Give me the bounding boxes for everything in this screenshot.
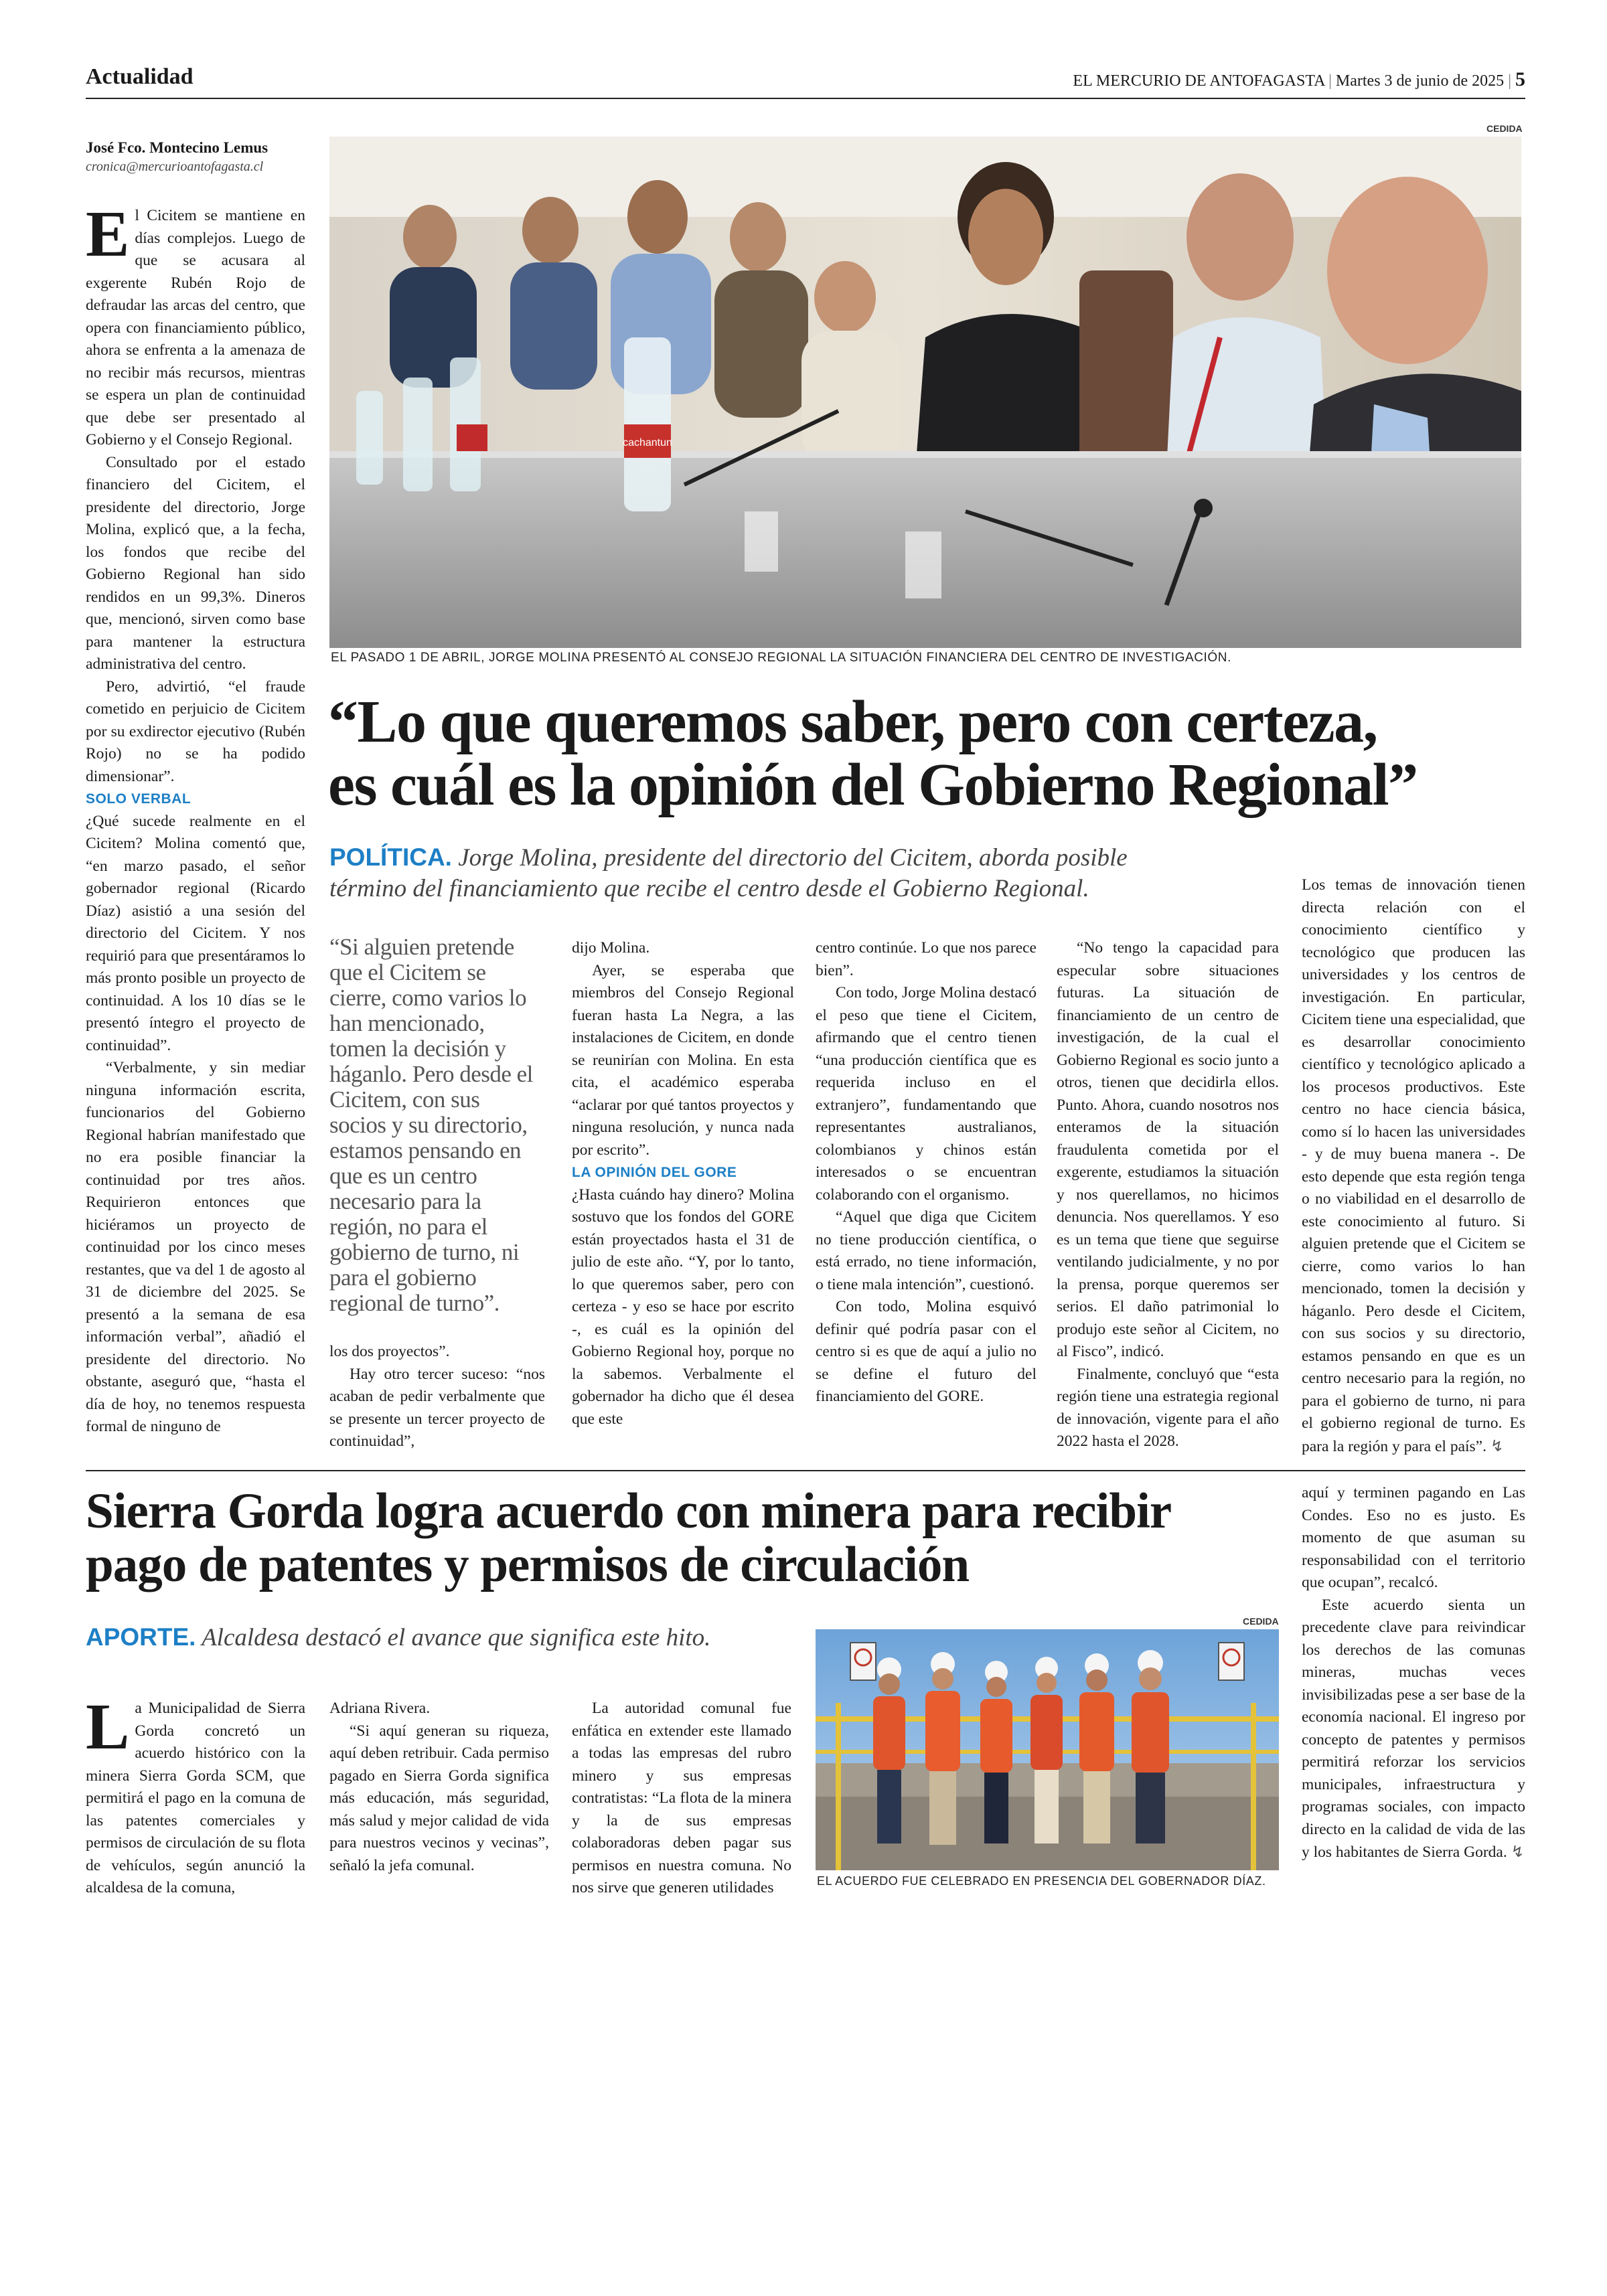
subhead-gore: LA OPINIÓN DEL GORE	[572, 1165, 737, 1180]
dropcap: E	[86, 198, 130, 270]
no-entry-sign-icon	[1219, 1643, 1244, 1680]
article2-column-3	[572, 1698, 791, 1900]
paragraph: aquí y terminen pagando en Las Condes. Eso no es justo. Es momento de que asuman su responsabilidad con el territorio que ocupan”, recalcó.	[1302, 1484, 1525, 1591]
paragraph: Con todo, Molina esquivó definir qué podría pasar con el centro si es que de aquí a julio no se define el futuro del financiamiento del GORE.	[816, 1298, 1037, 1405]
headline-line-1: “Lo que queremos saber, pero con certeza,	[328, 689, 1377, 755]
paragraph: Ayer, se esperaba que miembros del Consejo Regional fueran hasta La Negra, a las instalaciones de Cicitem, en donde se reunirían con Molina. En esta cita, el académico esperaba “aclarar por qué tantos proyectos y ninguna resolución, y nunca nada por escrito”.	[572, 961, 794, 1159]
paragraph: Hay otro tercer suceso: “nos acaban de pedir verbalmente que se presente un tercer proyecto de continuidad”,	[329, 1365, 545, 1450]
headline-line-2: pago de patentes y permisos de circulación	[86, 1537, 970, 1592]
bottle-label: cachantun	[623, 437, 672, 448]
byline	[86, 139, 313, 175]
byline-author: José Fco. Montecino Lemus	[86, 139, 269, 156]
no-entry-sign-icon	[850, 1643, 876, 1680]
council-meeting-photo	[329, 137, 1521, 648]
paragraph: Finalmente, concluyó que “esta región tiene una estrategia regional de innovación, vigente para el año 2022 hasta el 2028.	[1057, 1365, 1279, 1450]
paragraph: La autoridad comunal fue enfática en extender este llamado a todas las empresas del rubro minero y sus empresas contratistas: “La flota de la minera y la de sus empresas colaboradoras deben pagar sus permisos en nuestra comuna. No nos sirve que generen utilidades	[572, 1700, 791, 1896]
masthead-info: EL MERCURIO DE ANTOFAGASTA | Martes 3 de junio de 2025 | 5	[1073, 68, 1525, 90]
mining-agreement-illustration	[816, 1629, 1279, 1870]
article2-deck-text: Alcaldesa destacó el avance que significa este hito.	[202, 1624, 711, 1651]
article2-column-2	[329, 1698, 549, 1877]
council-meeting-illustration	[329, 137, 1521, 648]
photo-credit: CEDIDA	[1486, 123, 1523, 134]
end-of-article-icon: ↯	[1490, 1436, 1504, 1455]
article1-kicker: POLÍTICA.	[329, 843, 452, 871]
photo-caption: EL ACUERDO FUE CELEBRADO EN PRESENCIA DEL GOBERNADOR DÍAZ.	[817, 1874, 1266, 1888]
photo-credit: CEDIDA	[1243, 1616, 1279, 1627]
dropcap: L	[86, 1691, 130, 1763]
headline-line-1: Sierra Gorda logra acuerdo con minera para recibir	[86, 1483, 1172, 1539]
section-label: Actualidad	[86, 64, 194, 89]
paragraph: los dos proyectos”.	[329, 1343, 450, 1360]
article2-headline	[86, 1485, 1284, 1592]
page-header	[86, 64, 1525, 95]
end-of-article-icon: ↯	[1511, 1842, 1525, 1861]
mining-agreement-photo	[816, 1629, 1279, 1870]
headline-line-2: es cuál es la opinión del Gobierno Regional”	[328, 752, 1418, 818]
article2-kicker: APORTE.	[86, 1623, 196, 1651]
article1-column-4	[816, 937, 1037, 1408]
article1-deck	[329, 842, 1280, 904]
pull-quote: “Si alguien pretende que el Cicitem se cierre, como varios lo han mencionado, tomen la decisión y háganlo. Pero desde el Cicitem, con sus socios y su directorio, estamos pensando en que es un centro necesario para la región, no para el gobierno de turno, ni para el gobierno regional de turno”.	[329, 934, 533, 1316]
paragraph: “No tengo la capacidad para especular sobre situaciones futuras. La situación de financiamiento de un centro de investigación, de la cual el Gobierno Regional es socio junto a otros, tienen que decidirla ellos. Punto. Ahora, cuando nosotros nos enteramos de la situación fraudulenta cometida por el exgerente, estudiamos la situación y nos querellamos, no hicimos denuncia. Nos querellamos. Y eso es un tema que tiene que seguirse ventilando judicialmente, y no por la prensa, porque queremos ser serios. El daño patrimonial lo produjo este señor al Cicitem, no al Fisco”, indicó.	[1057, 939, 1279, 1360]
subhead-solo-verbal: SOLO VERBAL	[86, 791, 192, 807]
lead-paragraph: El Cicitem se mantiene en días complejos. Luego de que se acusara al exgerente Rubén Rojo de defraudar las arcas del centro, que opera con financiamiento público, ahora se enfrenta a la amenaza de no recibir más recursos, mientras se espera un plan de continuidad que debe ser presentado al Gobierno y el Consejo Regional.	[86, 198, 305, 448]
article1-column-5	[1057, 937, 1279, 1453]
paragraph: Adriana Rivera.	[329, 1700, 431, 1717]
paragraph: Consultado por el estado financiero del Cicitem, el presidente del directorio, Jorge Molina, explicó que, a la fecha, los fondos que recibe del Gobierno Regional han sido rendidos en un 99,3%. Dineros que, mencionó, sirven como base para mantener la estructura administrativa del centro.	[86, 453, 305, 673]
photo-caption: EL PASADO 1 DE ABRIL, JORGE MOLINA PRESENTÓ AL CONSEJO REGIONAL LA SITUACIÓN FINANCIERA DEL CENTRO DE INVESTIGACIÓN.	[331, 651, 1232, 665]
newspaper-name: EL MERCURIO DE ANTOFAGASTA	[1073, 72, 1325, 90]
paragraph: ¿Qué sucede realmente en el Cicitem? Molina comentó que, “en marzo pasado, el señor gobernador regional (Ricardo Díaz) asistió a una sesión del directorio del Cicitem. Y nos requirió para que presentáramos lo más pronto posible un proyecto de continuidad. A los 10 días se le presentó íntegro el proyecto de continuidad”.	[86, 812, 305, 1054]
deck-line-1: Jorge Molina, presidente del directorio del Cicitem, aborda posible	[458, 844, 1128, 872]
paragraph: ¿Hasta cuándo hay dinero? Molina sostuvo que los fondos del GORE están proyectados hasta el 31 de julio de este año. “Y, por lo tanto, lo que queremos saber, pero con certeza - y eso se hace por escrito -, es cuál es la opinión del Gobierno Regional hoy, porque no la sabemos. Verbalmente el gobernador ha dicho que él desea que este	[572, 1185, 794, 1428]
paragraph: “Si aquí generan su riqueza, aquí deben retribuir. Cada permiso pagado en Sierra Gorda significa más educación, más seguridad, más salud y mejor calidad de vida para nuestros vecinos y vecinas”, señaló la jefa comunal.	[329, 1722, 549, 1874]
paragraph: Con todo, Jorge Molina destacó el peso que tiene el Cicitem, afirmando que el centro tienen “una producción científica que es requerida incluso en el extranjero”, fundamentando que representantes australianos, colombianos y chinos están interesados o se encuentran colaborando con el organismo.	[816, 984, 1037, 1204]
paragraph: Pero, advirtió, “el fraude cometido en perjuicio de Cicitem por su exdirector ejecutivo (Rubén Rojo) no se ha podido dimensionar”.	[86, 677, 305, 785]
paragraph: “Aquel que diga que Cicitem no tiene producción científica, o está errado, no tiene información, o tiene mala intención”, cuestionó.	[816, 1208, 1037, 1293]
deck-line-2: término del financiamiento que recibe el centro desde el Gobierno Regional.	[329, 875, 1089, 902]
article1-column-2	[329, 1341, 545, 1453]
article1-column-3	[572, 937, 794, 1430]
article-divider	[86, 1470, 1525, 1471]
lead-paragraph: La Municipalidad de Sierra Gorda concretó un acuerdo histórico con la minera Sierra Gorda SCM, que permitirá el pago en la comuna de las patentes comerciales y permisos de circulación de su flota de vehículos, según anunció la alcaldesa de la comuna,	[86, 1691, 305, 1896]
article1-column-6	[1302, 874, 1525, 1458]
paragraph: Los temas de innovación tienen directa relación con el conocimiento científico y tecnológico que producen las universidades y los centros de investigación. En particular, Cicitem tiene una especialidad, que es desarrollar conocimiento científico y tecnológico aplicado a los procesos productivos. Este centro no hace ciencia básica, como sí lo hacen las universidades - y de muy buena manera -. De esto depende que esta región tenga o no viabilidad en el desarrollo de este conocimiento al futuro. Si alguien pretende que el Cicitem se cierre, como varios lo han mencionado, tomen la decisión y háganlo. Pero desde el Cicitem, con sus socios y su directorio, estamos pensando en que es un centro necesario para la región, no para el gobierno de turno, ni para el gobierno regional de turno. Es para la región y para el país”. ↯	[1302, 876, 1525, 1455]
header-rule	[86, 98, 1525, 99]
paragraph: “Verbalmente, y sin mediar ninguna información escrita, funcionarios del Gobierno Regional habrían manifestado que no era posible financiar la continuidad por tres años. Requirieron entonces que hiciéramos un proyecto de continuidad por los cinco meses restantes, que va del 1 de agosto al 31 de diciembre del 2025. Se presentó a la semana de esa información verbal”, añadió el presidente del directorio. No obstante, aseguró que, “hasta el día de hoy, no tenemos respuesta formal de ninguno de	[86, 1059, 305, 1435]
article1-headline	[328, 691, 1527, 817]
issue-date: Martes 3 de junio de 2025	[1335, 72, 1505, 90]
page-number: 5	[1515, 68, 1525, 90]
paragraph: dijo Molina.	[572, 939, 650, 957]
article2-column-4	[1302, 1482, 1525, 1864]
article2-column-1	[86, 1691, 305, 1900]
paragraph: Este acuerdo sienta un precedente clave para reivindicar los derechos de las comunas mineras, muchas veces invisibilizadas pese a ser base de la economía nacional. El ingreso por concepto de patentes y permisos permitirá reforzar los servicios municipales, infraestructura y programas sociales, con impacto directo en la calidad de vida de las y los habitantes de Sierra Gorda. ↯	[1302, 1596, 1525, 1861]
article1-column-1	[86, 198, 305, 1439]
paragraph: centro continúe. Lo que nos parece bien”.	[816, 939, 1037, 979]
byline-email: cronica@mercurioantofagasta.cl	[86, 159, 264, 174]
